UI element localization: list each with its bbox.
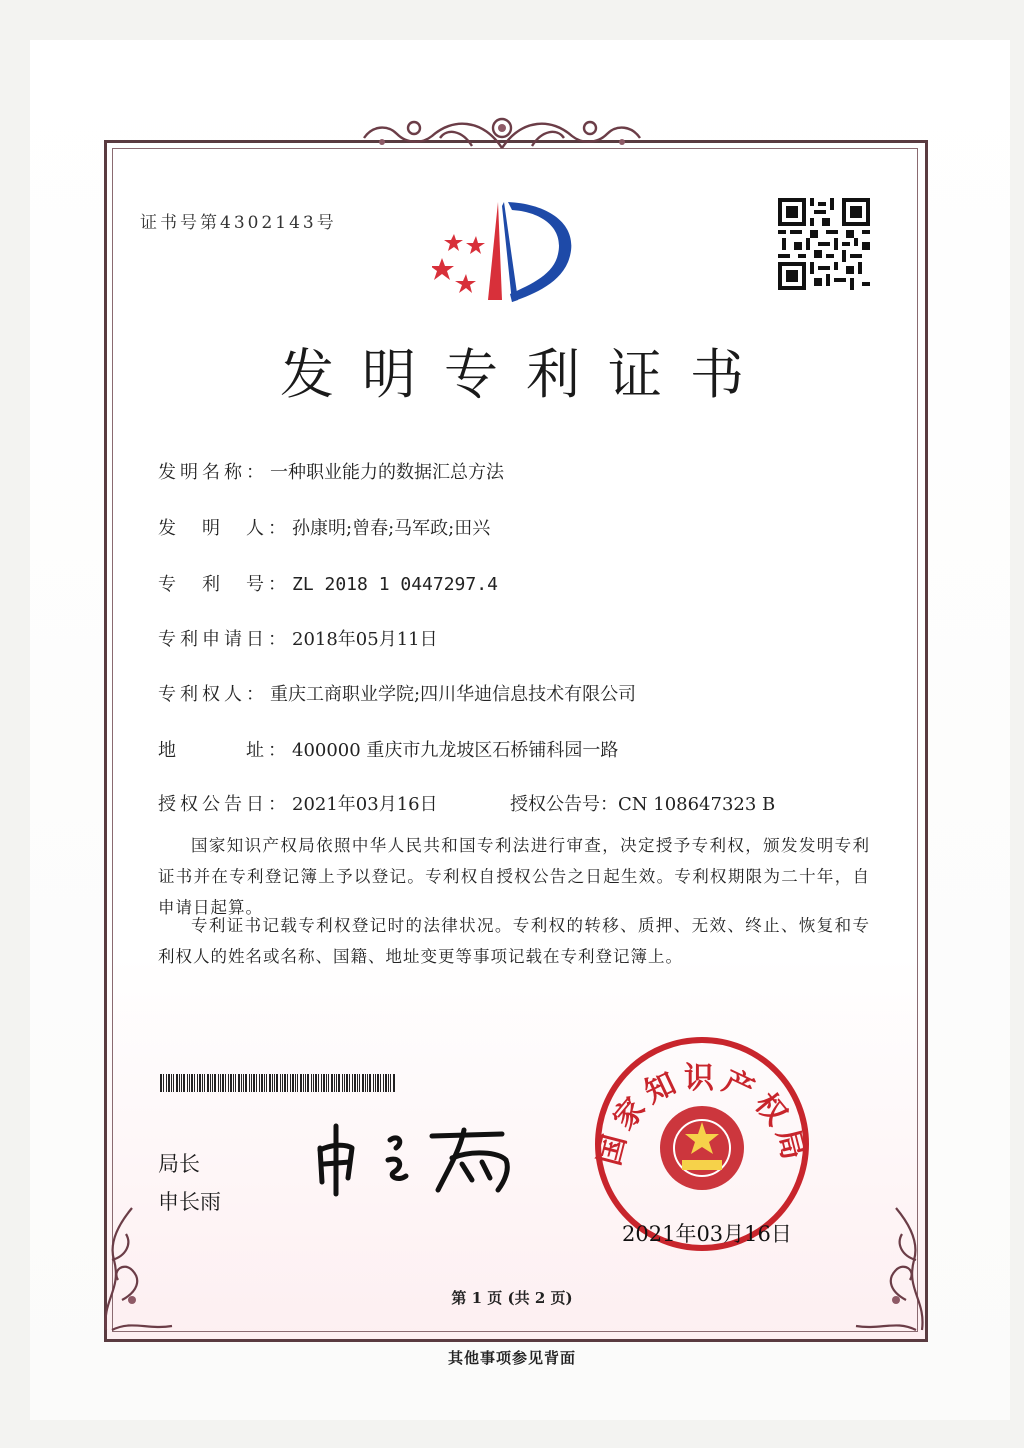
barcode-bar xyxy=(238,1074,240,1092)
barcode-bar xyxy=(390,1074,391,1092)
patent-number-label: 专 利 号： xyxy=(158,574,290,595)
patentee-row xyxy=(158,680,636,706)
filing-date-row xyxy=(158,625,438,651)
barcode-bar xyxy=(284,1074,286,1092)
barcode-bar xyxy=(342,1074,343,1092)
barcode-bar xyxy=(220,1074,221,1092)
barcode-bar xyxy=(375,1074,376,1092)
patentee-label: 专利权人： xyxy=(158,684,268,705)
barcode-bar xyxy=(212,1074,213,1092)
grant-number-label: 授权公告号： xyxy=(510,794,618,815)
barcode-bar xyxy=(336,1074,337,1092)
inventor-value: 孙康明;曾春;马军政;田兴 xyxy=(292,518,491,539)
barcode-bar xyxy=(228,1074,229,1092)
barcode-bar xyxy=(292,1074,294,1092)
patent-number-value: ZL 2018 1 0447297.4 xyxy=(292,574,498,595)
page-number: 第 1 页 (共 2 页) xyxy=(451,1289,573,1307)
barcode-bar xyxy=(225,1074,226,1092)
barcode-bar xyxy=(210,1074,211,1092)
grant-date-label: 授权公告日： xyxy=(158,794,290,815)
barcode-bar xyxy=(326,1074,327,1092)
barcode-bar xyxy=(354,1074,356,1092)
barcode-bar xyxy=(349,1074,350,1092)
inventor-row xyxy=(158,514,490,540)
barcode-bar xyxy=(160,1074,162,1092)
address-row xyxy=(158,736,618,762)
barcode-bar xyxy=(373,1074,374,1092)
grant-number-row xyxy=(510,790,775,816)
barcode-bar xyxy=(290,1074,291,1092)
barcode-bar xyxy=(230,1074,232,1092)
barcode-bar xyxy=(385,1074,387,1092)
barcode-bar xyxy=(197,1074,198,1092)
director-signature xyxy=(312,1120,522,1200)
cnipa-logo-icon xyxy=(432,196,582,308)
barcode-bar xyxy=(214,1074,216,1092)
grant-date-value: 2021年03月16日 xyxy=(292,794,438,815)
barcode-bar xyxy=(323,1074,325,1092)
barcode-bar xyxy=(235,1074,236,1092)
barcode-bar xyxy=(181,1074,182,1092)
barcode-bar xyxy=(176,1074,178,1092)
barcode-bar xyxy=(274,1074,275,1092)
barcode-bar xyxy=(305,1074,306,1092)
barcode-bar xyxy=(344,1074,345,1092)
barcode-bar xyxy=(287,1074,288,1092)
barcode-bar xyxy=(297,1074,298,1092)
certificate-number: 证书号第4302143号 xyxy=(140,213,337,233)
barcode-bar xyxy=(194,1074,195,1092)
top-ornament xyxy=(352,108,652,154)
barcode-bar xyxy=(307,1074,309,1092)
barcode-bar xyxy=(245,1074,247,1092)
barcode-bar xyxy=(359,1074,360,1092)
filing-date-label: 专利申请日： xyxy=(158,629,290,650)
barcode-bar xyxy=(280,1074,281,1092)
director-name: 申长雨 xyxy=(158,1190,221,1214)
barcode-bar xyxy=(334,1074,335,1092)
patentee-value: 重庆工商职业学院;四川华迪信息技术有限公司 xyxy=(270,684,637,705)
director-title: 局长 xyxy=(158,1152,200,1176)
invention-name-row xyxy=(158,458,504,484)
barcode-bar xyxy=(179,1074,180,1092)
barcode-bar xyxy=(163,1074,164,1092)
filing-date-value: 2018年05月11日 xyxy=(292,629,438,650)
grant-number-value: CN 108647323 B xyxy=(618,794,776,815)
barcode-bar xyxy=(295,1074,296,1092)
barcode-bar xyxy=(315,1074,317,1092)
patent-number-row xyxy=(158,570,498,596)
address-label: 地 址： xyxy=(158,740,290,761)
barcode-bar xyxy=(202,1074,203,1092)
barcode-bar xyxy=(380,1074,381,1092)
barcode-bar xyxy=(233,1074,234,1092)
barcode-bar xyxy=(166,1074,167,1092)
barcode-bar xyxy=(264,1074,265,1092)
barcode-bar xyxy=(183,1074,185,1092)
body-paragraph-2: 专利证书记载专利权登记时的法律状况。专利权的转移、质押、无效、终止、恢复和专利权人的姓名或名称、国籍、地址变更等事项记载在专利登记簿上。 xyxy=(158,916,870,966)
address-value: 400000 重庆市九龙坡区石桥铺科园一路 xyxy=(292,740,619,761)
barcode-bar xyxy=(249,1074,250,1092)
barcode-bar xyxy=(313,1074,314,1092)
barcode-bar xyxy=(253,1074,255,1092)
barcode-bar xyxy=(218,1074,219,1092)
barcode-bar xyxy=(259,1074,260,1092)
barcode-bar xyxy=(269,1074,271,1092)
grant-date-row xyxy=(158,790,438,816)
barcode-bar xyxy=(362,1074,364,1092)
barcode-bar xyxy=(272,1074,273,1092)
barcode-bar xyxy=(251,1074,252,1092)
barcode-bar xyxy=(318,1074,319,1092)
barcode-bar xyxy=(222,1074,224,1092)
seal-date: 2021年03月16日 xyxy=(622,1222,792,1246)
barcode-bar xyxy=(187,1074,188,1092)
barcode-bar xyxy=(365,1074,366,1092)
barcode-bar xyxy=(191,1074,193,1092)
barcode-bar xyxy=(173,1074,174,1092)
barcode-bar xyxy=(303,1074,304,1092)
barcode-bar xyxy=(204,1074,205,1092)
barcode-bar xyxy=(256,1074,257,1092)
body-paragraph-1: 国家知识产权局依照中华人民共和国专利法进行审查，决定授予专利权，颁发发明专利证书并在专利登记簿上予以登记。专利权自授权公告之日起生效。专利权期限为二十年，自申请日起算。 xyxy=(158,836,870,917)
barcode-bar xyxy=(171,1074,172,1092)
footer-note: 其他事项参见背面 xyxy=(447,1349,576,1367)
barcode-bar xyxy=(261,1074,263,1092)
barcode-bar xyxy=(357,1074,358,1092)
barcode xyxy=(160,1074,396,1092)
barcode-bar xyxy=(207,1074,209,1092)
barcode-bar xyxy=(168,1074,170,1092)
barcode-bar xyxy=(311,1074,312,1092)
barcode-bar xyxy=(241,1074,242,1092)
barcode-bar xyxy=(352,1074,353,1092)
barcode-bar xyxy=(243,1074,244,1092)
invention-name-value: 一种职业能力的数据汇总方法 xyxy=(270,462,504,483)
barcode-bar xyxy=(338,1074,340,1092)
barcode-bar xyxy=(377,1074,379,1092)
bottom-right-ornament xyxy=(846,1200,936,1340)
seal-text: 国家知识产权局 xyxy=(592,1061,812,1170)
inventor-label: 发 明 人： xyxy=(158,518,290,539)
bottom-left-ornament xyxy=(92,1200,182,1340)
barcode-bar xyxy=(383,1074,384,1092)
barcode-bar xyxy=(328,1074,329,1092)
certificate-title: 发明专利证书 xyxy=(280,343,772,406)
barcode-bar xyxy=(189,1074,190,1092)
barcode-bar xyxy=(300,1074,302,1092)
barcode-bar xyxy=(199,1074,201,1092)
invention-name-label: 发明名称： xyxy=(158,462,268,483)
barcode-bar xyxy=(282,1074,283,1092)
barcode-bar xyxy=(331,1074,333,1092)
barcode-bar xyxy=(276,1074,278,1092)
barcode-bar xyxy=(346,1074,348,1092)
barcode-bar xyxy=(369,1074,371,1092)
barcode-bar xyxy=(321,1074,322,1092)
qr-code xyxy=(778,198,870,290)
barcode-bar xyxy=(266,1074,267,1092)
barcode-bar xyxy=(367,1074,368,1092)
barcode-bar xyxy=(388,1074,389,1092)
barcode-bar xyxy=(393,1074,395,1092)
